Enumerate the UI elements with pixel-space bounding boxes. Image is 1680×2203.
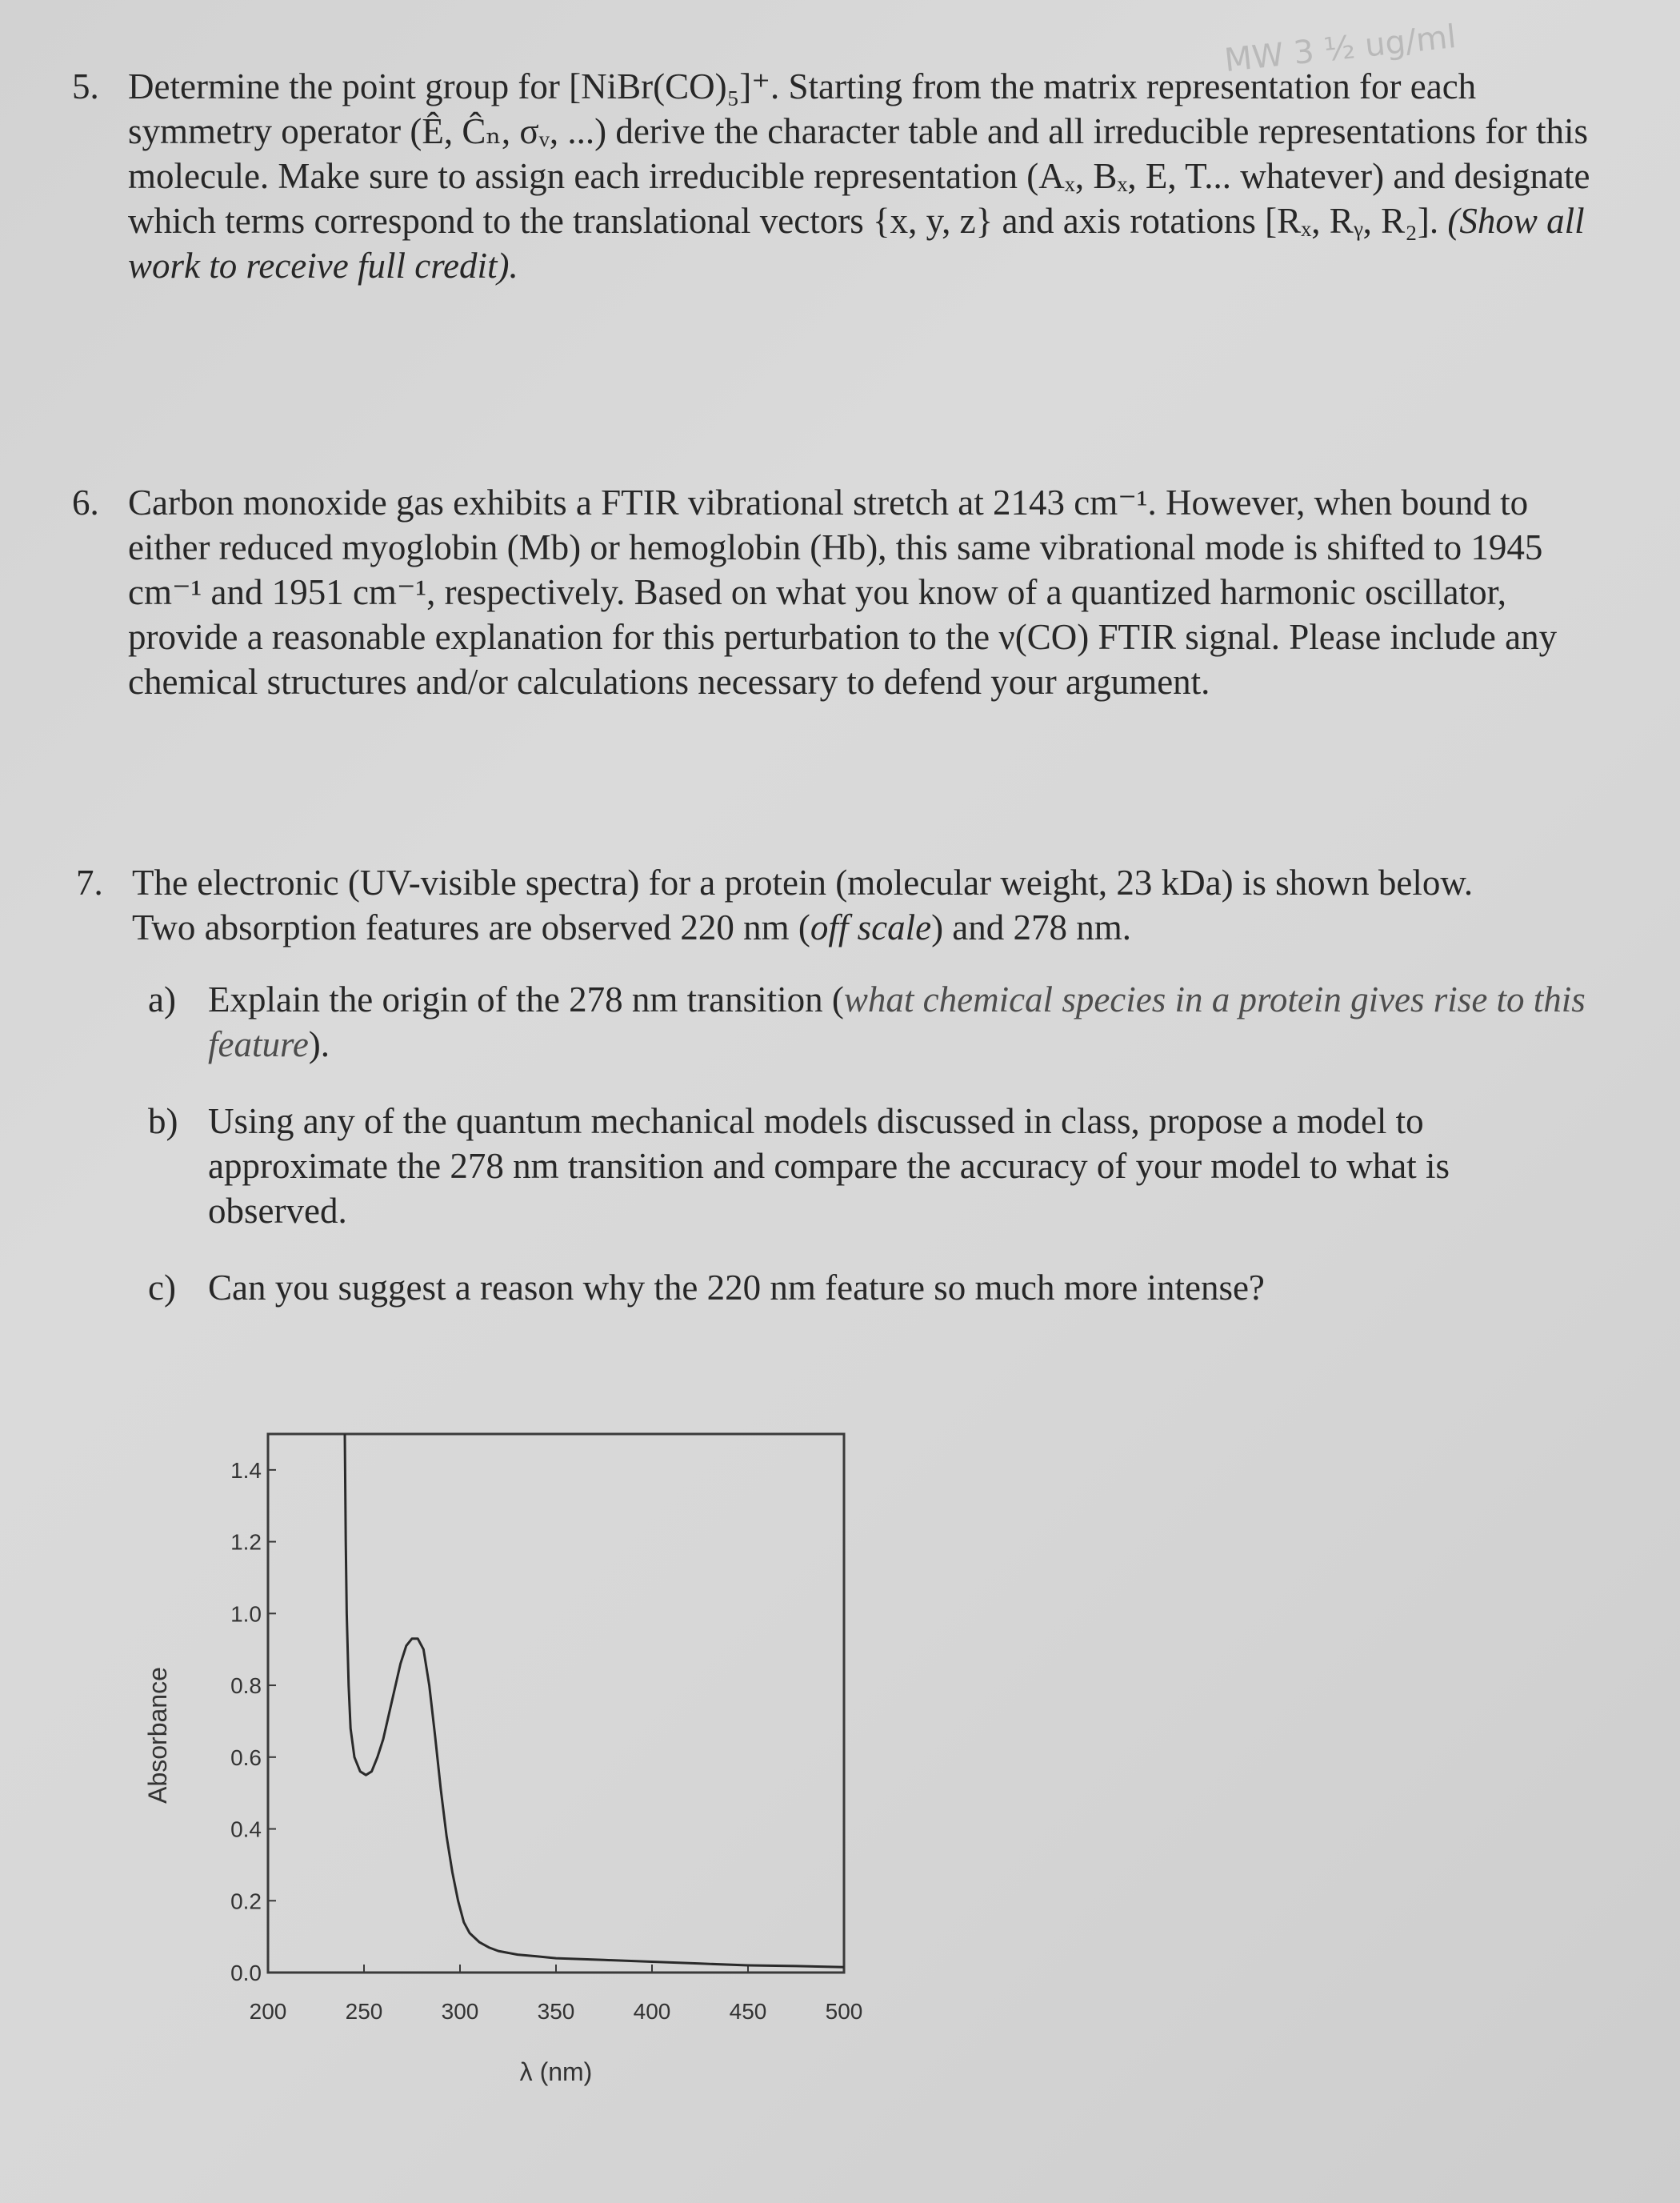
y-tick-label: 0.6 [230, 1744, 262, 1770]
question-7c [148, 1265, 1588, 1310]
question-7b-text: Using any of the quantum mechanical models discussed in class, propose a model to approximate the 278 nm transition and compare the accuracy of your model to what is observed. [208, 1101, 1450, 1231]
chart-series [345, 1434, 844, 1967]
chart-y-axis-label: Absorbance [143, 1667, 172, 1804]
question-6-number: 6. [72, 483, 99, 523]
question-5 [72, 64, 1592, 288]
x-tick-label: 250 [345, 1999, 383, 2024]
question-7b [148, 1099, 1588, 1233]
question-6 [72, 480, 1592, 704]
question-5-text [128, 64, 1592, 288]
question-7a-label: a) [148, 979, 176, 1019]
question-7-intro-line2-post: ) and 278 nm. [931, 907, 1132, 947]
chart-frame [268, 1434, 844, 1973]
question-5-number: 5. [72, 66, 99, 106]
question-6-text: Carbon monoxide gas exhibits a FTIR vibrational stretch at 2143 cm⁻¹. However, when bound to either reduced myoglobin (Mb) or hemoglobin (Hb), this same vibrational mode is shifted to 1945 cm⁻¹ and 1951 cm⁻¹, respectively. Based on what you know of a quantized harmonic oscillator, provide a reasonable explanation for this perturbation to the ν(CO) FTIR signal. Please include any chemical structures and/or calculations necessary to defend your argument. [128, 483, 1558, 702]
question-7c-label: c) [148, 1268, 176, 1308]
spectrum-line [345, 1434, 844, 1967]
y-tick-label: 0.2 [230, 1889, 262, 1914]
x-tick-label: 200 [249, 1999, 287, 2024]
question-7a-close: ). [308, 1024, 330, 1064]
x-tick-label: 350 [537, 1999, 575, 2024]
question-7a [148, 977, 1588, 1067]
uv-vis-spectrum-chart [120, 1416, 920, 2153]
question-7-intro-line2-italic: off scale [810, 907, 932, 947]
x-tick-label: 400 [633, 1999, 671, 2024]
x-tick-label: 300 [441, 1999, 479, 2024]
question-7-intro-line2-pre: Two absorption features are observed 220 nm ( [132, 907, 810, 947]
question-7a-text [208, 977, 1588, 1067]
question-7 [76, 860, 1596, 1310]
x-tick-label: 450 [729, 1999, 767, 2024]
y-tick-label: 0.0 [230, 1961, 262, 1985]
question-7a-italic: what chemical species in a protein gives rise to this feature [208, 979, 1586, 1064]
question-7c-text: Can you suggest a reason why the 220 nm feature so much more intense? [208, 1268, 1265, 1308]
y-tick-label: 1.4 [230, 1457, 262, 1483]
corner-handwritten-note: MW 3 ½ ug/ml [1222, 18, 1458, 80]
y-tick-label: 1.2 [230, 1529, 262, 1555]
y-tick-label: 0.4 [230, 1816, 262, 1842]
question-5-body: Determine the point group for [NiBr(CO)₅]⁺. Starting from the matrix representation for each symmetry operator (Ê, Ĉₙ, σᵥ, ...) derive the character table and all irreducible representations for this molecule. Make sure to assign each irreducible representation (Aₓ, Bₓ, E, T... whatever) and designate which terms correspond to the translational vectors {x, y, z} and axis rotations [Rₓ, Rᵧ, R₂]. [128, 66, 1590, 241]
x-tick-label: 500 [825, 1999, 863, 2024]
chart-x-axis-label: λ (nm) [519, 2057, 593, 2086]
plot-frame [268, 1434, 844, 1973]
y-tick-label: 1.0 [230, 1601, 262, 1627]
question-7-intro-line1: The electronic (UV-visible spectra) for a protein (molecular weight, 23 kDa) is shown below. [132, 863, 1474, 903]
y-tick-label: 0.8 [230, 1673, 262, 1699]
question-5-emphasis: (Show all work to receive full credit). [128, 201, 1585, 286]
question-7-number: 7. [76, 863, 103, 903]
question-7b-label: b) [148, 1101, 178, 1141]
question-7-intro [132, 860, 1596, 950]
question-7a-body: Explain the origin of the 278 nm transition ( [208, 979, 844, 1019]
